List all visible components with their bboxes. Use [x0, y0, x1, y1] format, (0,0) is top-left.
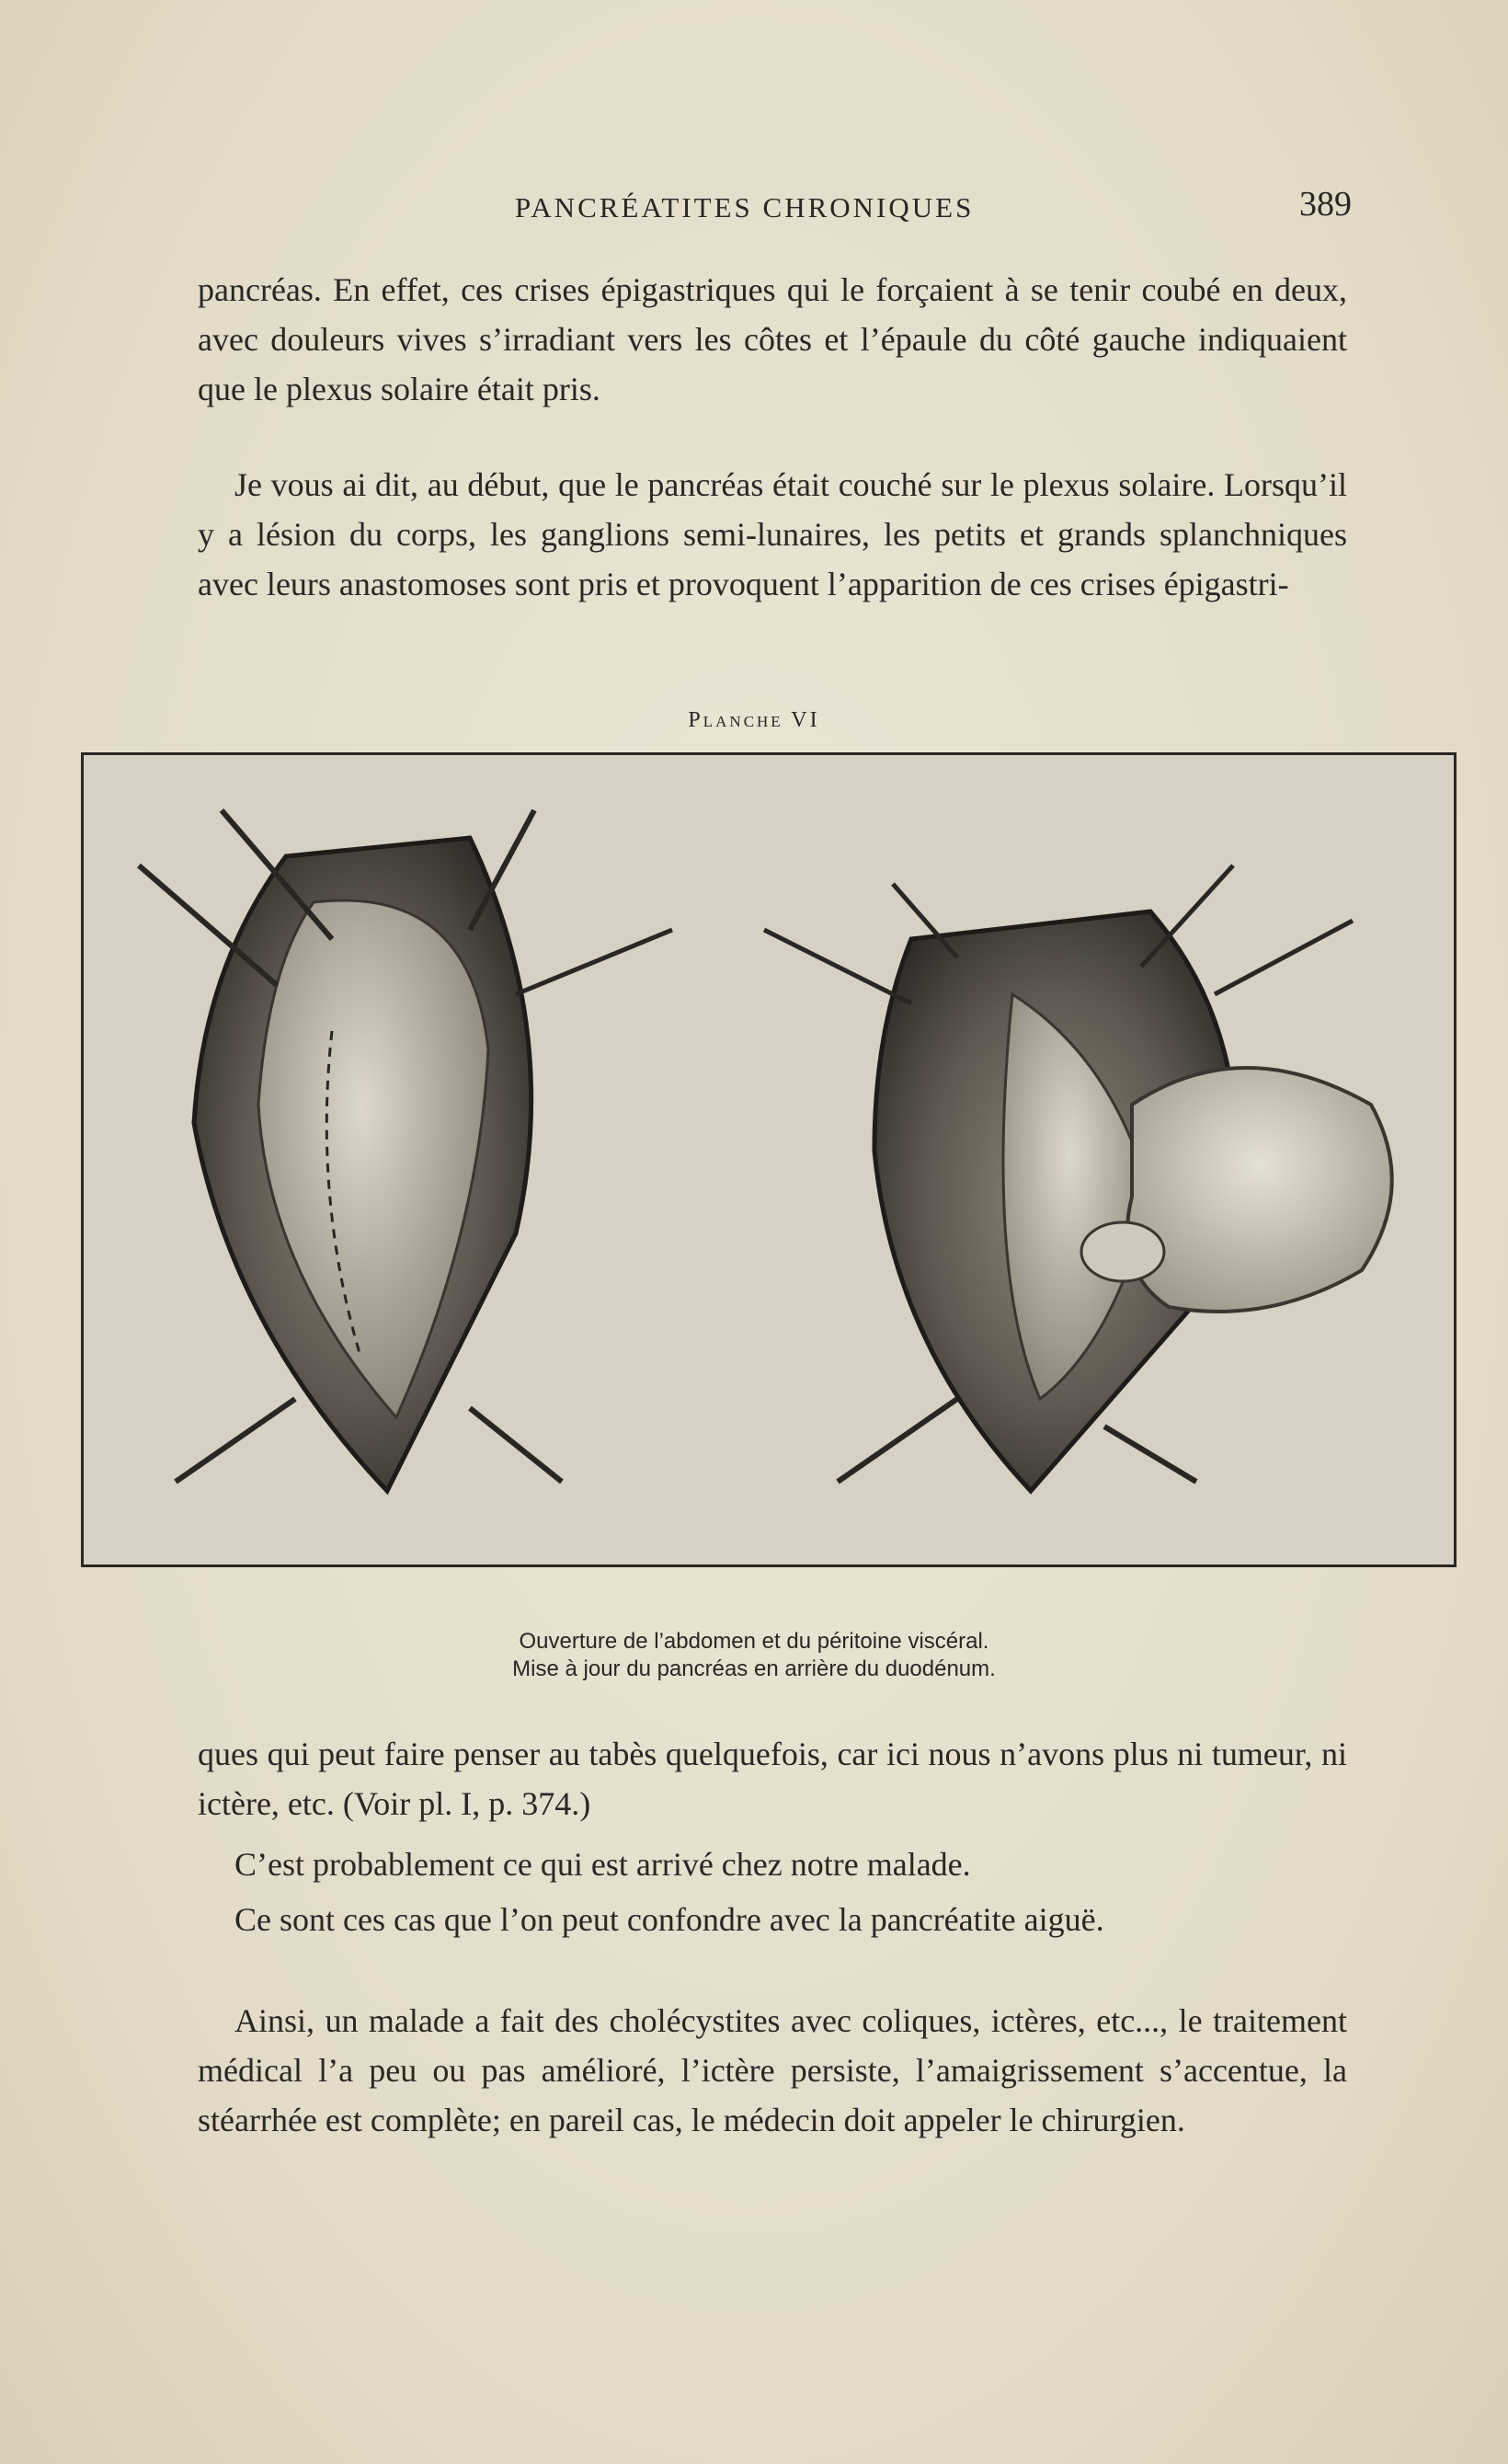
- caption-line-1: Ouverture de l’abdomen et du péritoine viscéral.: [519, 1629, 989, 1654]
- running-title: PANCRÉATITES CHRONIQUES: [515, 191, 975, 223]
- figure-caption: [0, 1628, 1508, 1683]
- surgical-illustration: [81, 752, 1457, 1567]
- paragraph-6: Ainsi, un malade a fait des cholécystites avec coliques, ictères, etc..., le traitement médical l’a peu ou pas amélioré, l’ictère persiste, l’amaigrissement s’accentue, la stéarrhée est complète; en pareil cas, le médecin doit appeler le chirurgien.: [198, 2002, 1347, 2138]
- paragraph-4: C’est probablement ce qui est arrivé chez notre malade.: [234, 1846, 971, 1883]
- page-header: [202, 184, 1352, 239]
- paragraph-5: Ce sont ces cas que l’on peut confondre avec la pancréatite aiguë.: [234, 1901, 1104, 1938]
- paragraph-1: pancréas. En effet, ces crises épigastriques qui le forçaient à se tenir coubé en deux, avec douleurs vives s’irradiant vers les côtes et l’épaule du côté gauche indiquaient que le plexus solaire était pris.: [198, 271, 1347, 407]
- plate-label: Planche VI: [688, 708, 820, 732]
- page-number: 389: [1299, 185, 1352, 223]
- paragraph-2: Je vous ai dit, au début, que le pancréas était couché sur le plexus solaire. Lorsqu’il y a lésion du corps, les ganglions semi-lunaires, les petits et grands splanchniques avec leurs anastomoses sont pris et provoquent l’apparition de ces crises épigastri-: [198, 466, 1347, 602]
- illustration-drawing: [84, 755, 1454, 1564]
- paragraph-3: ques qui peut faire penser au tabès quelquefois, car ici nous n’avons plus ni tumeur, ni ictère, etc. (Voir pl. I, p. 374.): [198, 1736, 1347, 1822]
- caption-line-2: Mise à jour du pancréas en arrière du duodénum.: [512, 1656, 996, 1681]
